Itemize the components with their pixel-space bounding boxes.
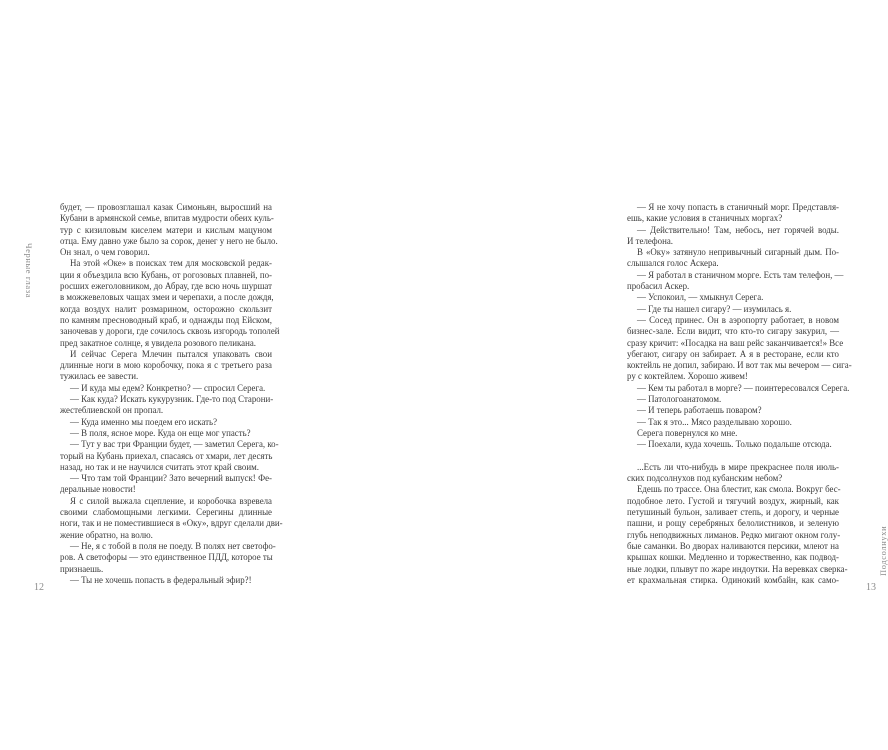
left-text-line: в можжевеловых чащах змеи и черепахи, а после дождя, [60, 292, 274, 303]
right-text-line: пашни, и рощу серебряных белолистников, и зеленую [627, 518, 839, 529]
left-text-line: — Ты не хочешь попасть в федеральный эфир?! [70, 574, 252, 585]
left-running-title: Черные глаза [24, 243, 34, 299]
right-text-line: — Сосед принес. Он в аэропорту работает, в новом [637, 314, 839, 325]
right-text-line: — И теперь работаешь поваром? [637, 405, 762, 416]
right-running-title: Подсолнухи [878, 525, 888, 576]
right-text-line: петушиный бульон, заливает степь, и дорогу, и черные [627, 507, 839, 518]
left-page [0, 0, 300, 750]
right-page-number: 13 [866, 582, 876, 593]
left-text-line: росших ежеголовником, до Абрау, где всю ночь шуршат [60, 281, 272, 292]
right-text-line: крышах кошки. Медленно и торжественно, как подвод- [627, 552, 839, 563]
left-text-line: — И куда мы едем? Конкретно? — спросил Серега. [70, 382, 266, 393]
left-text-line: И сейчас Серега Млечин пытался упаковать свои [70, 348, 272, 359]
right-text-line: — Поехали, куда хочешь. Только подальше отсюда. [637, 439, 832, 450]
right-text-line: сразу кричит: «Посадка на ваш рейс заканчивается!» Все [627, 337, 844, 348]
right-text-line: И телефона. [627, 235, 674, 246]
left-text-line: тур с кизиловым киселем матери и кислым мацуном [60, 224, 272, 235]
left-text-line: когда воздух налит розмарином, осторожно скользит [60, 303, 272, 314]
right-text-line: В «Оку» затянуло непривычный сигарный дым. По- [637, 247, 839, 258]
left-text-line: Я с силой выжала сцепление, и коробочка взревела [70, 495, 272, 506]
right-text-line: подобное лето. Густой и тягучий воздух, жирный, как [627, 495, 839, 506]
right-text-line: глубь неподвижных лиманов. Редко мигают окном голу- [627, 529, 841, 540]
right-text-line: ные лодки, плывут по жаре индоутки. На веревках сверка- [627, 563, 848, 574]
left-text-line: Он знал, о чем говорил. [60, 247, 150, 258]
right-text-line: слышался голос Аскера. [627, 258, 719, 269]
right-text-line: — Где ты нашел сигару? — изумилась я. [637, 303, 792, 314]
right-text-line: коктейль не допил, забираю. И вот так мы вечером — сига- [627, 360, 852, 371]
right-text-line: Едешь по трассе. Она блестит, как смола. Вокруг бес- [637, 484, 841, 495]
right-text-column [627, 202, 852, 586]
left-text-line: деральные новости! [60, 484, 136, 495]
left-text-line: пред закатное солнце, я увидела розового пеликана. [60, 337, 256, 348]
left-page-number: 12 [34, 582, 44, 593]
left-text-line: — Что там той Франции? Зато вечерний выпуск! Фе- [70, 473, 272, 484]
right-text-line: — Так я это... Мясо разделываю хорошо. [637, 416, 792, 427]
right-text-line: ...Есть ли что-нибудь в мире прекраснее поля июль- [637, 461, 839, 472]
right-text-line: — Я работал в станичном морге. Есть там телефон, — [637, 269, 844, 280]
left-text-line: жестеблиевской он пропал. [60, 405, 164, 416]
left-text-line: ров. А светофоры — это единственное ПДД, которое ты [60, 552, 273, 563]
left-text-line: будет, — провозглашал казак Симоньян, выросший на [60, 202, 272, 212]
left-text-line: — В поля, ясное море. Куда он еще мог упасть? [70, 427, 251, 438]
left-text-line: назад, но так и не научился считать этот край своим. [60, 461, 259, 472]
right-text-line: — Патологоанатомом. [637, 394, 722, 405]
left-text-line: жение обратно, на волю. [60, 529, 153, 540]
right-text-line: ских подсолнухов под кубанским небом? [627, 473, 783, 484]
right-text-line: ешь, какие условия в станичных моргах? [627, 213, 783, 224]
right-text-line: убегают, сигару он забирает. А я в ресторане, если кто [627, 348, 839, 359]
right-text-line: пробасил Аскер. [627, 281, 690, 292]
left-text-line: признаешь. [60, 563, 104, 574]
left-text-line: заночевав у дороги, где сочилось сквозь изгородь тополей [60, 326, 280, 337]
left-text-line: Кубани в армянской семье, впитав мудрости обеих куль- [60, 213, 274, 224]
left-text-line: ноги, так и не поместившиеся в «Оку», вдруг сделали дви- [60, 518, 283, 529]
right-text-line: — Я не хочу попасть в станичный морг. Представля- [637, 202, 839, 212]
left-text-line: — Не, я с тобой в поля не поеду. В полях нет светофо- [70, 540, 276, 551]
left-text-line: своими слабомощными легкими. Серегины длинные [60, 507, 272, 518]
left-text-line: На этой «Оке» в поисках тем для московской редак- [70, 258, 272, 269]
left-text-line: длинные ноги в мою коробочку, пока я с третьего раза [60, 360, 272, 371]
left-text-line: тужилась ее завести. [60, 371, 139, 382]
right-text-line: ру с коктейлем. Хорошо живем! [627, 371, 748, 382]
right-text-line: — Действительно! Там, небось, нет горячей воды. [637, 224, 839, 235]
left-text-line: торый на Кубань приехал, спасаясь от хмари, лет десять [60, 450, 273, 461]
right-text-line: ет крахмальная стирка. Одинокий комбайн, как само- [627, 574, 839, 585]
left-text-line: по камням пресноводный краб, и однажды под Ейском, [60, 314, 272, 325]
left-text-line: — Как куда? Искать кукурузник. Где-то под Старони- [70, 394, 274, 405]
left-text-line: ции я объездила всю Кубань, от рогозовых плавней, по- [60, 269, 272, 280]
left-text-column [60, 202, 283, 586]
right-text-line: бые саманки. Во дворах наливаются персики, млеют на [627, 540, 839, 551]
right-text-line: бизнес-зале. Если видит, что кто-то сигару закурил, — [627, 326, 839, 337]
right-text-line [627, 451, 839, 462]
right-text-line: — Кем ты работал в морге? — поинтересовался Серега. [637, 382, 850, 393]
right-text-line: Серега повернулся ко мне. [637, 427, 738, 438]
right-page [300, 0, 888, 750]
left-text-line: отца. Ему давно уже было за сорок, денег у него не было. [60, 235, 278, 246]
left-text-line: — Тут у вас три Франции будет, — заметил Серега, ко- [70, 439, 279, 450]
right-text-line: — Успокоил, — хмыкнул Серега. [637, 292, 764, 303]
left-text-line: — Куда именно мы поедем его искать? [70, 416, 218, 427]
